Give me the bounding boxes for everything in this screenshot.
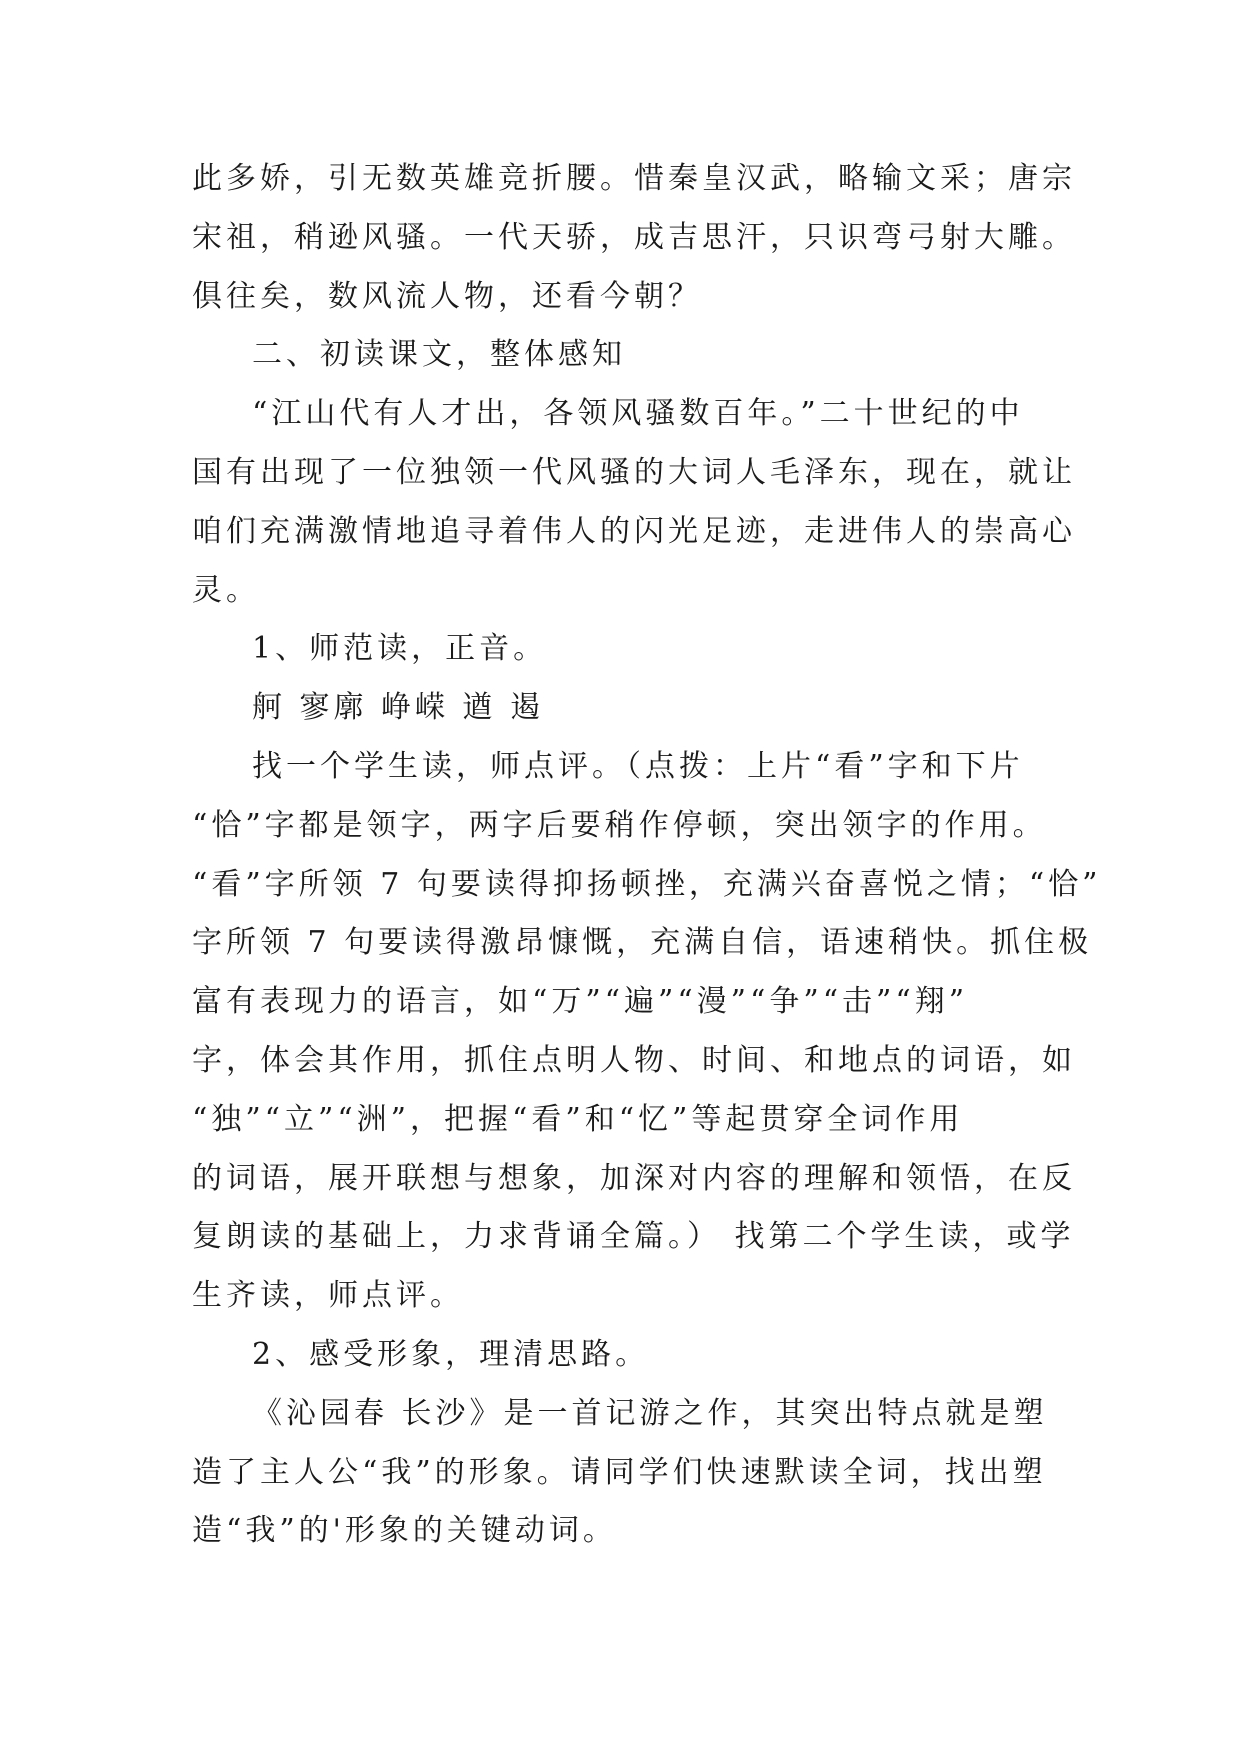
section-heading: 二、初读课文，整体感知 xyxy=(252,337,626,373)
text-line: 找一个学生读，师点评。（点拨：上片“看”字和下片 xyxy=(252,748,1024,784)
text-line: 国有出现了一位独领一代风骚的大词人毛泽东，现在，就让 xyxy=(192,454,1076,490)
subsection-heading: 2、感受形象，理清思路。 xyxy=(252,1336,650,1372)
text-line: “江山代有人才出，各领风骚数百年。”二十世纪的中 xyxy=(252,396,1024,432)
text-line: 生齐读，师点评。 xyxy=(192,1278,464,1314)
text-line: “看”字所领 7 句要读得抑扬顿挫，充满兴奋喜悦之情；“恰” xyxy=(192,866,1102,902)
text-line: 字，体会其作用，抓住点明人物、时间、和地点的词语，如 xyxy=(192,1042,1076,1078)
text-line: 宋祖，稍逊风骚。一代天骄，成吉思汗，只识弯弓射大雕。 xyxy=(192,219,1076,255)
text-line: 造“我”的'形象的关键动词。 xyxy=(192,1513,617,1549)
text-line: “独”“立”“洲”，把握“看”和“忆”等起贯穿全词作用 xyxy=(192,1101,964,1137)
document-body xyxy=(192,150,1102,1561)
text-line: 造了主人公“我”的形象。请同学们快速默读全词，找出塑 xyxy=(192,1454,1047,1490)
text-line: 俱往矣，数风流人物，还看今朝？ xyxy=(192,278,702,314)
vocabulary-line: 舸 寥廓 峥嵘 遒 遏 xyxy=(252,690,545,726)
text-line: “恰”字都是领字，两字后要稍作停顿，突出领字的作用。 xyxy=(192,807,1047,843)
text-line: 灵。 xyxy=(192,572,260,608)
text-line: 《沁园春 长沙》是一首记游之作，其突出特点就是塑 xyxy=(252,1395,1048,1431)
text-line: 的词语，展开联想与想象，加深对内容的理解和领悟，在反 xyxy=(192,1160,1076,1196)
subsection-heading: 1、师范读，正音。 xyxy=(252,631,548,667)
text-line: 字所领 7 句要读得激昂慷慨，充满自信，语速稍快。抓住极 xyxy=(192,925,1093,961)
text-line: 富有表现力的语言，如“万”“遍”“漫”“争”“击”“翔” xyxy=(192,984,969,1020)
text-line: 此多娇，引无数英雄竞折腰。惜秦皇汉武，略输文采；唐宗 xyxy=(192,161,1076,196)
text-line: 复朗读的基础上，力求背诵全篇。） 找第二个学生读，或学 xyxy=(192,1219,1075,1255)
text-line: 咱们充满激情地追寻着伟人的闪光足迹，走进伟人的崇高心 xyxy=(192,513,1076,549)
